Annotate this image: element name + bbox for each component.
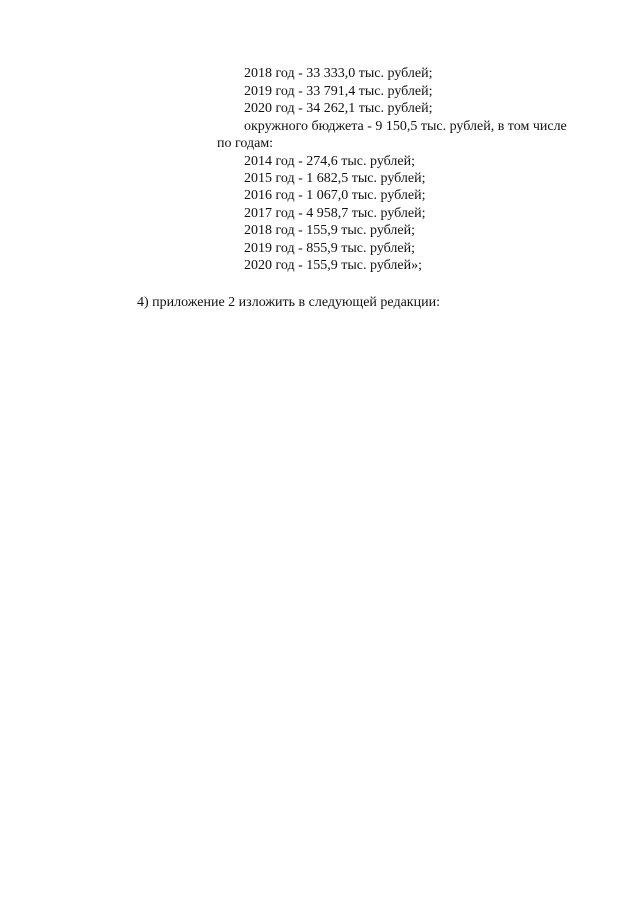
year-line: 2020 год - 155,9 тыс. рублей»; xyxy=(244,258,423,273)
year-line: 2014 год - 274,6 тыс. рублей; xyxy=(244,154,416,169)
district-budget-continuation: по годам: xyxy=(217,136,274,151)
year-line: 2017 год - 4 958,7 тыс. рублей; xyxy=(244,206,426,221)
year-line: 2018 год - 33 333,0 тыс. рублей; xyxy=(244,66,433,81)
year-line: 2015 год - 1 682,5 тыс. рублей; xyxy=(244,171,426,186)
year-line: 2019 год - 33 791,4 тыс. рублей; xyxy=(244,84,433,99)
district-budget-line: окружного бюджета - 9 150,5 тыс. рублей, в том числе xyxy=(244,119,567,134)
year-line: 2018 год - 155,9 тыс. рублей; xyxy=(244,223,416,238)
year-line: 2020 год - 34 262,1 тыс. рублей; xyxy=(244,101,433,116)
year-line: 2016 год - 1 067,0 тыс. рублей; xyxy=(244,188,426,203)
item-4-instruction: 4) приложение 2 изложить в следующей редакции: xyxy=(137,295,440,310)
year-line: 2019 год - 855,9 тыс. рублей; xyxy=(244,241,416,256)
